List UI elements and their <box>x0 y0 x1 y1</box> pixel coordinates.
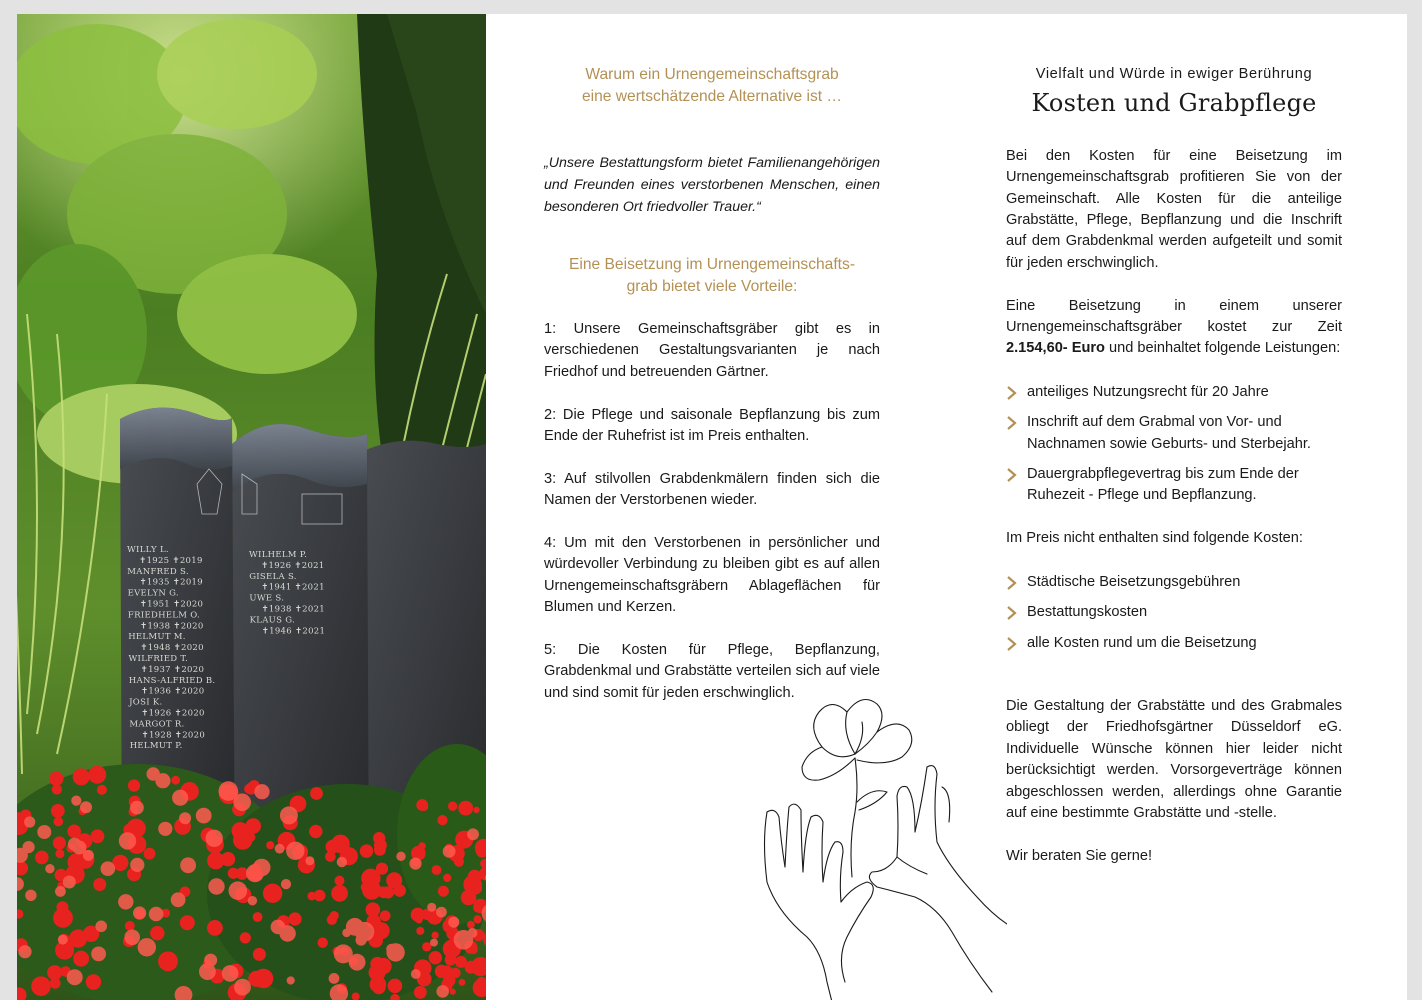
flower-blossom <box>206 830 223 847</box>
advantage-item: 3: Auf stilvollen Grabdenkmälern finden sich die Namen der Verstorbenen wieder. <box>544 470 880 509</box>
intro-heading-line2: eine wertschätzende Alternative ist … <box>581 87 843 105</box>
flower-blossom <box>253 912 263 922</box>
flower-blossom <box>207 852 224 869</box>
flower-blossom <box>91 947 106 962</box>
flower-blossom <box>73 951 89 967</box>
flower-blossom <box>254 969 274 989</box>
flower-blossom <box>219 781 239 801</box>
flower-blossom <box>53 908 73 928</box>
flower-blossom <box>101 861 116 876</box>
stone-inscription-line: ✝1928 ✝2020 <box>141 730 206 741</box>
flower-blossom <box>386 943 404 961</box>
flower-blossom <box>271 920 286 935</box>
flower-blossom <box>318 938 328 948</box>
flower-blossom <box>97 785 107 795</box>
flower-blossom <box>418 842 426 850</box>
flower-blossom <box>63 876 76 889</box>
flower-blossom <box>204 954 217 967</box>
flower-blossom <box>24 816 35 827</box>
flower-blossom <box>53 836 66 849</box>
flower-blossom <box>254 784 269 799</box>
stone-inscription-line: ✝1938 ✝2021 <box>261 604 326 615</box>
flower-blossom <box>130 801 144 815</box>
flower-blossom <box>125 921 135 931</box>
advantage-item: 4: Um mit den Verstorbenen in persönlicher und würdevoller Verbindung zu bleiben gibt es auf allen Urnengemeinschaftsgräbern Ablageflächen für Blumen und Kerzen. <box>544 535 880 616</box>
flower-blossom <box>95 921 107 933</box>
stone-inscription-line: HELMUT M. <box>128 632 186 643</box>
flower-blossom <box>373 832 385 844</box>
flower-blossom <box>459 979 466 986</box>
stone-inscription-line: ✝1951 ✝2020 <box>139 599 204 610</box>
price-value: 2.154,60- Euro <box>1006 340 1105 357</box>
chevron-right-icon <box>1006 576 1018 590</box>
flower-blossom <box>120 858 128 866</box>
advantages-heading <box>544 254 880 297</box>
flower-blossom <box>416 927 424 935</box>
advantage-item: 5: Die Kosten für Pflege, Bepflanzung, Grabdenkmal und Grabstätte verteilen sich auf viele und sind somit für jeden erschwinglich. <box>544 642 880 701</box>
flower-blossom <box>58 935 68 945</box>
costs-column <box>1006 64 1342 867</box>
flower-blossom <box>133 906 146 919</box>
flower-blossom <box>286 842 304 860</box>
flower-blossom <box>281 879 291 889</box>
stone-inscription-line: ✝1937 ✝2020 <box>140 664 205 675</box>
flower-blossom <box>20 949 28 957</box>
flower-blossom <box>380 910 391 921</box>
flower-blossom <box>458 801 473 816</box>
flower-blossom <box>325 851 336 862</box>
flower-blossom <box>432 932 439 939</box>
flower-blossom <box>35 851 49 865</box>
flower-blossom <box>280 806 298 824</box>
flower-blossom <box>360 844 373 857</box>
not-included-heading: Im Preis nicht enthalten sind folgende Kosten: <box>1006 530 1303 547</box>
flower-blossom <box>438 886 449 897</box>
flower-blossom <box>329 973 340 984</box>
flower-blossom <box>31 976 51 996</box>
advantages-column <box>544 64 880 726</box>
flower-blossom <box>55 849 64 858</box>
flower-blossom <box>288 912 301 925</box>
advantage-item: 1: Unsere Gemeinschaftsgräber gibt es in verschiedenen Gestaltungsvarianten je nach Friedhof und betreuenden Gärtner. <box>544 321 880 380</box>
flower-blossom <box>179 812 191 824</box>
cost-intro: Bei den Kosten für eine Beisetzung im Urnengemeinschaftsgrab profitieren Sie von der Gemeinschaft. Alle Kosten für die anteilige Grabstätte, Pflege, Bepflanzung und die Inschrift auf dem Grabdenkmal werden aufgeteilt und somit für jeden erschwinglich. <box>1006 147 1342 271</box>
flower-blossom <box>388 979 403 994</box>
flower-blossom <box>475 882 482 889</box>
not-included-item-text: Städtische Beisetzungsgebühren <box>1027 573 1241 590</box>
flower-blossom <box>253 948 266 961</box>
advantages-heading-line1: Eine Beisetzung im Urnengemeinschafts- <box>568 256 856 273</box>
flower-blossom <box>150 926 164 940</box>
brochure-page <box>17 14 1407 1000</box>
flower-blossom <box>473 807 479 813</box>
stone-inscription-line: ✝1925 ✝2019 <box>139 555 203 566</box>
flower-blossom <box>427 903 436 912</box>
flower-blossom <box>361 883 369 891</box>
flower-blossom <box>207 920 223 936</box>
flower-blossom <box>478 982 485 989</box>
flower-blossom <box>376 863 388 875</box>
flower-blossom <box>450 968 461 979</box>
flower-blossom <box>378 887 390 899</box>
flower-blossom <box>121 836 134 849</box>
flower-blossom <box>180 915 195 930</box>
not-included-list <box>1006 572 1342 654</box>
chevron-right-icon <box>1006 416 1018 430</box>
intro-heading <box>544 64 880 107</box>
flower-blossom <box>71 796 81 806</box>
flower-blossom <box>409 858 421 870</box>
included-item-text: Dauergrabpflegevertrag bis zum Ende der Ruhezeit - Pflege und Bepflanzung. <box>1027 466 1299 504</box>
flower-blossom <box>334 944 353 963</box>
flower-blossom <box>331 885 348 902</box>
not-included-item-text: Bestattungskosten <box>1027 604 1148 621</box>
stone-inscription-line: UWE S. <box>249 593 285 604</box>
flower-blossom <box>396 852 405 861</box>
stone-inscription-line: JOSI K. <box>129 697 163 708</box>
flower-blossom <box>437 815 447 825</box>
flower-blossom <box>420 803 428 811</box>
flower-blossom <box>51 804 65 818</box>
flower-blossom <box>54 817 64 827</box>
flower-blossom <box>25 890 36 901</box>
stone-inscription-line: WILHELM P. <box>249 550 308 560</box>
intro-heading-line1: Warum ein Urnengemeinschaftsgrab <box>585 66 839 83</box>
flower-blossom <box>467 921 475 929</box>
advantage-item: 2: Die Pflege und saisonale Bepflanzung bis zum Ende der Ruhefrist ist im Preis enthalten. <box>544 406 880 445</box>
flower-blossom <box>455 956 467 968</box>
flower-blossom <box>263 884 282 903</box>
flower-blossom <box>430 939 438 947</box>
included-services-list <box>1006 382 1342 507</box>
stone-inscription-line: ✝1938 ✝2020 <box>140 621 204 632</box>
closing-line: Wir beraten Sie gerne! <box>1006 847 1153 864</box>
flower-blossom <box>244 784 253 793</box>
stone-inscription-line: ✝1948 ✝2020 <box>140 643 204 654</box>
flower-blossom <box>55 886 66 897</box>
flower-blossom <box>374 844 386 856</box>
stone-inscription-line: ✝1936 ✝2020 <box>140 686 205 697</box>
not-included-item <box>1006 572 1342 593</box>
chevron-right-icon <box>1006 468 1018 482</box>
flower-blossom <box>158 951 178 971</box>
flower-blossom <box>337 857 347 867</box>
included-item <box>1006 382 1342 403</box>
flower-blossom <box>275 844 285 854</box>
flower-blossom <box>411 908 425 922</box>
flower-blossom <box>443 874 451 882</box>
advantages-list <box>544 319 880 704</box>
flower-blossom <box>158 822 172 836</box>
flower-blossom <box>443 845 456 858</box>
chevron-right-icon <box>1006 637 1018 651</box>
price-sentence-after: und beinhaltet folgende Leistungen: <box>1104 340 1341 357</box>
section-title: Kosten und Grabpflege <box>1031 89 1317 118</box>
quote: „Unsere Bestattungsform bietet Familienangehörigen und Freunden eines verstorbenen Menschen, einen besonderen Ort friedvoller Trauer.“ <box>544 155 880 215</box>
included-item <box>1006 412 1342 455</box>
flower-blossom <box>37 825 51 839</box>
price-paragraph <box>1006 296 1342 360</box>
flower-blossom <box>83 850 94 861</box>
flower-blossom <box>253 859 271 877</box>
flower-blossom <box>229 881 248 900</box>
flower-blossom <box>414 986 427 999</box>
flower-blossom <box>67 969 83 985</box>
not-included-item-text: alle Kosten rund um die Beisetzung <box>1027 634 1257 651</box>
flower-blossom <box>266 841 274 849</box>
flower-blossom <box>234 979 251 996</box>
stone-inscription-line: HELMUT P. <box>129 741 183 752</box>
flower-blossom <box>149 907 164 922</box>
flower-blossom <box>373 922 390 939</box>
design-note: Die Gestaltung der Grabstätte und des Grabmales obliegt der Friedhofsgärtner Düsseldorf eG. Individuelle Wünsche können hier leider nicht berücksichtigt werden. Vorsorgeverträge können abgeschlossen werden, allerdings ohne Garantie auf eine bestimmte Grabstätte und -stelle. <box>1006 697 1342 821</box>
flower-blossom <box>435 965 448 978</box>
flower-blossom <box>91 829 105 843</box>
cemetery-photo-illustration <box>17 14 486 1000</box>
stone-inscription-line: FRIEDHELM O. <box>127 610 201 621</box>
flower-blossom <box>52 784 62 794</box>
stone-inscription-line: WILLY L. <box>127 545 169 555</box>
stone-inscription-line: WILFRIED T. <box>128 654 189 664</box>
flower-blossom <box>118 894 133 909</box>
flower-blossom <box>196 808 212 824</box>
price-sentence-before: Eine Beisetzung in einem unserer Urnengemeinschaftsgräber kostet zur Zeit <box>1006 297 1342 336</box>
flower-blossom <box>445 954 457 966</box>
flower-blossom <box>47 965 62 980</box>
flower-blossom <box>130 858 144 872</box>
flower-blossom <box>128 779 140 791</box>
included-item-text: anteiliges Nutzungsrecht für 20 Jahre <box>1027 383 1269 400</box>
flower-blossom <box>331 835 350 854</box>
flower-blossom <box>93 878 106 891</box>
included-item-text: Inschrift auf dem Grabmal von Vor- und Nachnamen sowie Geburts- und Sterbejahr. <box>1027 414 1311 452</box>
stone-inscription-line: ✝1941 ✝2021 <box>261 582 325 593</box>
flower-blossom <box>80 801 92 813</box>
flower-blossom <box>180 857 196 873</box>
stone-inscription-line: GISELA S. <box>249 571 297 582</box>
flower-blossom <box>172 790 188 806</box>
flower-blossom <box>45 864 54 873</box>
flower-blossom <box>222 965 239 982</box>
stone-inscription-line: ✝1926 ✝2020 <box>141 708 205 719</box>
flower-blossom <box>49 772 63 786</box>
flower-blossom <box>448 917 459 928</box>
flower-blossom <box>411 969 421 979</box>
chevron-right-icon <box>1006 606 1018 620</box>
flower-blossom <box>248 896 257 905</box>
flower-blossom <box>461 890 477 906</box>
flower-blossom <box>370 976 387 993</box>
flower-blossom <box>305 856 314 865</box>
section-kicker: Vielfalt und Würde in ewiger Berührung <box>1035 66 1313 82</box>
not-included-item <box>1006 633 1342 654</box>
flower-blossom <box>473 915 481 923</box>
flower-blossom <box>429 951 442 964</box>
not-included-item <box>1006 602 1342 623</box>
chevron-right-icon <box>1006 386 1018 400</box>
flower-blossom <box>144 848 156 860</box>
stone-inscription-line: MARGOT R. <box>129 719 185 730</box>
flower-blossom <box>287 976 295 984</box>
flower-blossom <box>171 776 180 785</box>
flower-blossom <box>247 833 256 842</box>
stone-inscription-line: ✝1935 ✝2019 <box>139 577 203 588</box>
flower-blossom <box>240 932 251 943</box>
flower-blossom <box>386 872 402 888</box>
flower-blossom <box>432 865 442 875</box>
flower-blossom <box>88 766 106 784</box>
flower-blossom <box>335 876 345 886</box>
flower-blossom <box>448 802 457 811</box>
flower-blossom <box>138 938 156 956</box>
flower-blossom <box>147 767 160 780</box>
flower-blossom <box>310 787 323 800</box>
flower-blossom <box>171 892 186 907</box>
flower-blossom <box>342 929 351 938</box>
flower-blossom <box>309 825 322 838</box>
stone-inscription-line: MANFRED S. <box>127 566 189 577</box>
flower-blossom <box>422 942 431 951</box>
stone-inscription-line: HANS-ALFRIED B. <box>128 675 216 686</box>
stone-inscription-line: ✝1926 ✝2021 <box>261 560 325 571</box>
flower-blossom <box>375 958 391 974</box>
flower-blossom <box>50 978 61 989</box>
flower-blossom <box>467 828 479 840</box>
flower-blossom <box>86 974 101 989</box>
flower-blossom <box>68 838 81 851</box>
flower-blossom <box>208 878 224 894</box>
stone-inscription-line: EVELYN G. <box>127 588 179 599</box>
flower-blossom <box>436 985 449 998</box>
advantages-heading-line2: grab bietet viele Vorteile: <box>626 277 798 295</box>
flower-blossom <box>73 768 90 785</box>
flower-blossom <box>314 890 326 902</box>
included-item <box>1006 464 1342 507</box>
stone-inscription-line: ✝1946 ✝2021 <box>261 626 326 637</box>
flower-blossom <box>124 930 140 946</box>
stone-inscription-line: KLAUS G. <box>249 615 296 626</box>
flower-blossom <box>436 907 447 918</box>
flower-blossom <box>454 930 474 950</box>
hands-flower-line-art <box>737 692 1007 1000</box>
cemetery-photo <box>17 14 486 1000</box>
flower-blossom <box>327 915 337 925</box>
